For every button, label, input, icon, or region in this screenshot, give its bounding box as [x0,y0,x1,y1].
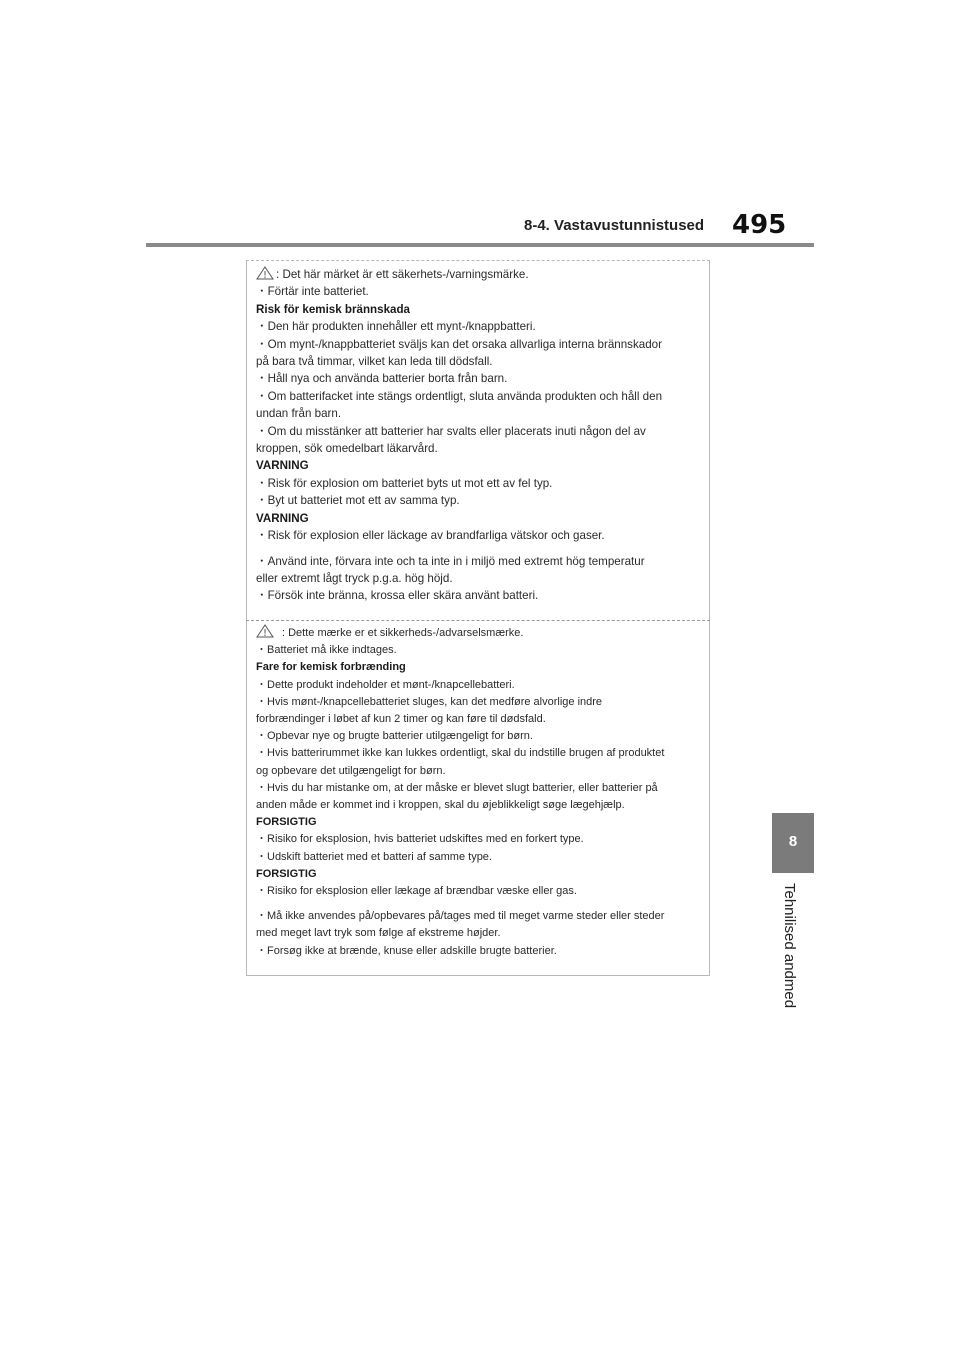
swedish-line: ・Om batterifacket inte stängs ordentligt, sluta använda produkten och håll den [256,389,663,403]
danish-line: FORSIGTIG [256,867,317,880]
chapter-label: Tehnilised andmed [781,883,798,1009]
swedish-line: ・Försök inte bränna, krossa eller skära använt batteri. [256,589,539,603]
chapter-number: 8 [788,833,798,850]
compliance-label-scan [246,260,710,976]
swedish-line: ・Byt ut batteriet mot ett av samma typ. [256,494,460,508]
danish-lines [256,642,702,960]
section-title: 8-4. Vastavustunnistused [524,217,705,234]
danish-line: ・Risiko for eksplosion eller lækage af brændbar væske eller gas. [256,885,577,898]
swedish-line: ・Om du misstänker att batterier har svalts eller placerats inuti någon del av [256,424,646,438]
danish-line: anden måde er kommet ind i kroppen, skal du øjeblikkeligt søge lægehjælp. [256,799,625,812]
swedish-line: ・Om mynt-/knappbatteriet sväljs kan det orsaka allvarliga interna brännskador [256,337,662,351]
scan-border-bottom [246,975,710,976]
swedish-intro-line [256,266,702,283]
scan-border-left [246,260,247,976]
swedish-line: Risk för kemisk brännskada [256,302,411,316]
danish-line: ・Hvis mønt-/knapcellebatteriet sluges, kan det medføre alvorlige indre [256,695,603,708]
danish-line: ・Må ikke anvendes på/opbevares på/tages med til meget varme steder eller steder [256,910,665,923]
danish-warning-block [256,624,702,960]
swedish-line: kroppen, sök omedelbart läkarvård. [256,442,438,456]
danish-line: ・Batteriet må ikke indtages. [256,644,397,657]
danish-line: med meget lavt tryk som følge af ekstreme højder. [256,927,501,940]
swedish-line: ・Förtär inte batteriet. [256,285,369,299]
danish-line: ・Hvis batterirummet ikke kan lukkes ordentligt, skal du indstille brugen af produktet [256,747,665,760]
swedish-line: ・Den här produkten innehåller ett mynt-/knappbatteri. [256,320,536,334]
danish-line: FORSIGTIG [256,816,317,829]
danish-line: ・Risiko for eksplosion, hvis batteriet udskiftes med en forkert type. [256,833,584,846]
danish-line: og opbevare det utilgængeligt for børn. [256,764,446,777]
swedish-intro: : Det här märket är ett säkerhets-/varningsmärke. [276,268,529,281]
danish-intro-line [256,624,702,642]
swedish-warning-block [256,266,702,605]
danish-line: ・Hvis du har mistanke om, at der måske er blevet slugt batterier, eller batterier på [256,781,658,794]
header-rule [146,243,814,247]
swedish-line: ・Håll nya och använda batterier borta från barn. [256,372,508,386]
swedish-line: ・Risk för explosion eller läckage av brandfarliga vätskor och gaser. [256,529,605,543]
swedish-line: ・Använd inte, förvara inte och ta inte in i miljö med extremt hög temperatur [256,554,645,568]
page-number: 495 [732,210,787,240]
swedish-line: VARNING [256,459,309,473]
language-divider [246,620,710,621]
danish-line: ・Dette produkt indeholder et mønt-/knapcellebatteri. [256,678,515,691]
swedish-line: ・Risk för explosion om batteriet byts ut mot ett av fel typ. [256,476,553,490]
danish-line: ・Opbevar nye og brugte batterier utilgængeligt for børn. [256,730,533,743]
chapter-tab [772,813,814,873]
chapter-label-container [781,883,805,1023]
swedish-line: eller extremt lågt tryck p.g.a. hög höjd. [256,571,453,585]
swedish-line: VARNING [256,511,309,525]
warning-triangle-icon [256,266,274,280]
danish-line: forbrændinger i løbet af kun 2 timer og kan føre til dødsfald. [256,713,546,726]
warning-triangle-icon [256,624,274,638]
danish-intro: : Dette mærke er et sikkerheds-/advarselsmærke. [282,627,524,639]
swedish-line: på bara två timmar, vilket kan leda till dödsfall. [256,355,493,369]
danish-line: Fare for kemisk forbrænding [256,661,406,674]
danish-line: ・Forsøg ikke at brænde, knuse eller adskille brugte batterier. [256,944,557,957]
swedish-lines [256,283,702,604]
page-header [0,0,960,250]
scan-border-right [709,260,710,976]
scan-border-top [246,260,710,261]
danish-line: ・Udskift batteriet med et batteri af samme type. [256,850,492,863]
swedish-line: undan från barn. [256,407,342,421]
